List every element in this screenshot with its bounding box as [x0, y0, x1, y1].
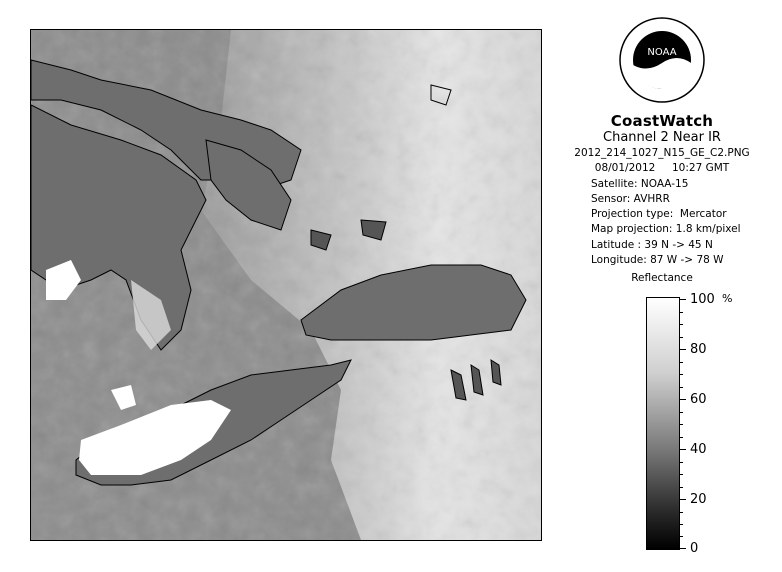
minor-tick: [680, 437, 683, 438]
tick-100: [680, 299, 686, 300]
reflectance-colorbar: [646, 297, 680, 550]
legend-unit: %: [722, 292, 733, 305]
latitude-label: Latitude : 39 N -> 45 N: [591, 238, 713, 251]
tick-label-20: 20: [690, 492, 707, 507]
tick-label-80: 80: [690, 342, 707, 357]
minor-tick: [680, 524, 683, 525]
sensor-label: Sensor: AVHRR: [591, 192, 670, 205]
tick-0: [680, 548, 686, 549]
minor-tick: [680, 424, 683, 425]
satellite-label: Satellite: NOAA-15: [591, 177, 689, 190]
map-projection-label: Map projection: 1.8 km/pixel: [591, 223, 741, 236]
tick-label-60: 60: [690, 392, 707, 407]
noaa-logo: [619, 17, 705, 103]
tick-80: [680, 349, 686, 350]
minor-tick: [680, 387, 683, 388]
minor-tick: [680, 324, 683, 325]
minor-tick: [680, 487, 683, 488]
minor-tick: [680, 374, 683, 375]
minor-tick: [680, 312, 683, 313]
app-title: CoastWatch: [610, 112, 714, 130]
date-time-label: 08/01/2012 10:27 GMT: [594, 162, 730, 175]
tick-20: [680, 499, 686, 500]
minor-tick: [680, 462, 683, 463]
minor-tick: [680, 362, 683, 363]
minor-tick: [680, 337, 683, 338]
tick-label-40: 40: [690, 442, 707, 457]
longitude-label: Longitude: 87 W -> 78 W: [591, 254, 724, 267]
logo-noaa-text: NOAA: [647, 47, 677, 58]
channel-label: Channel 2 Near IR: [603, 130, 721, 145]
tick-40: [680, 449, 686, 450]
map-graphic: [31, 30, 541, 540]
minor-tick: [680, 474, 683, 475]
filename-label: 2012_214_1027_N15_GE_C2.PNG: [574, 147, 750, 159]
satellite-image-map: [30, 29, 542, 541]
tick-label-0: 0: [690, 541, 699, 556]
info-panel: [556, 113, 768, 268]
tick-label-100: 100: [690, 292, 715, 307]
projection-type-label: Projection type: Mercator: [591, 208, 727, 221]
minor-tick: [680, 512, 683, 513]
tick-60: [680, 399, 686, 400]
minor-tick: [680, 412, 683, 413]
minor-tick: [680, 536, 683, 537]
legend-title: Reflectance: [631, 272, 693, 284]
